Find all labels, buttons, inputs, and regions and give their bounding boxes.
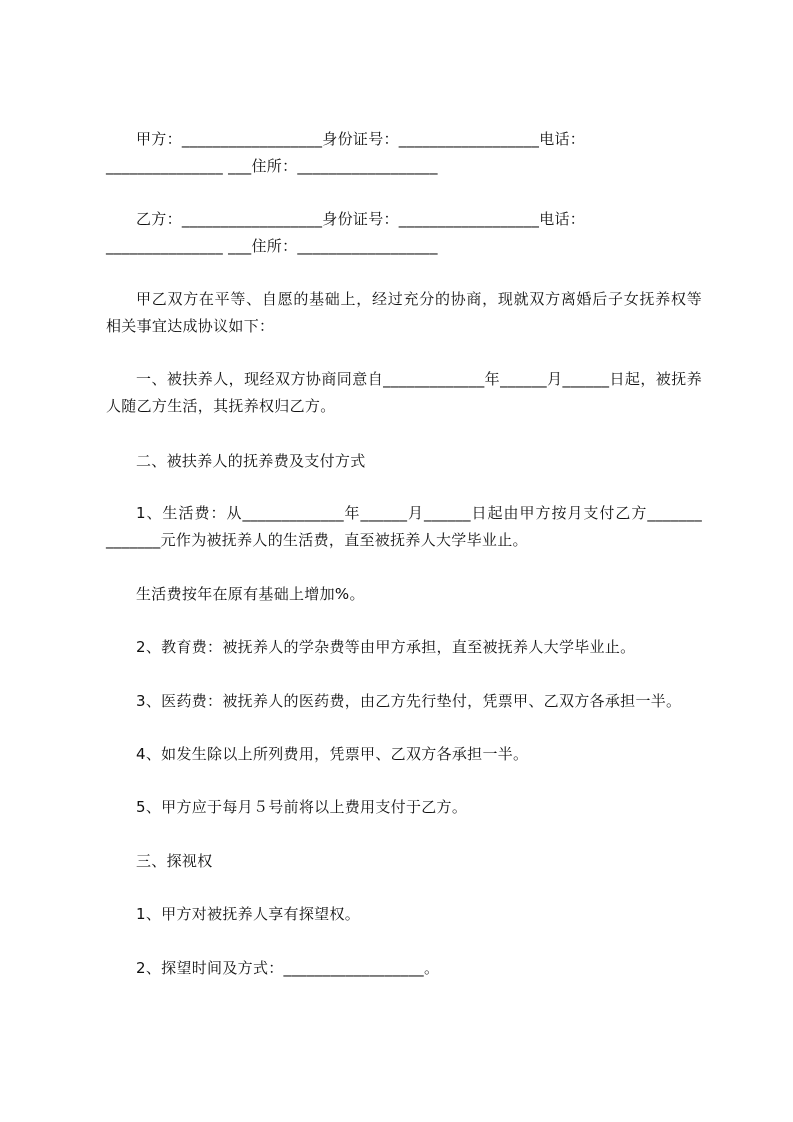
party-a-info: 甲方：__________________身份证号：__________________电话：_______________ ___住所：__________________ (106, 130, 586, 175)
item-living-expenses: 1、生活费：从_____________年______月______日起由甲方按月支付乙方_______ _______元作为被抚养人的生活费，直至被抚养人大学毕业止。 (106, 504, 702, 549)
visitation-time-method: 2、探望时间及方式：__________________。 (136, 959, 440, 977)
agreement-intro: 甲乙双方在平等、自愿的基础上，经过充分的协商，现就双方离婚后子女抚养权等相关事宜达成协议如下： (106, 290, 702, 335)
item-other-expenses: 4、如发生除以上所列费用，凭票甲、乙双方各承担一半。 (136, 745, 529, 763)
clause-2-title: 二、被扶养人的抚养费及支付方式 (136, 452, 366, 470)
item-education-expenses: 2、教育费：被抚养人的学杂费等由甲方承担，直至被抚养人大学毕业止。 (136, 638, 636, 656)
clause-1-custody: 一、被扶养人，现经双方协商同意自_____________年______月______日起，被抚养人随乙方生活，其抚养权归乙方。 (106, 370, 702, 415)
item-payment-date: 5、甲方应于每月５号前将以上费用支付于乙方。 (136, 798, 468, 816)
living-expenses-increase: 生活费按年在原有基础上增加%。 (136, 585, 365, 603)
clause-3-title: 三、探视权 (136, 852, 213, 870)
visitation-right: 1、甲方对被抚养人享有探望权。 (136, 905, 361, 923)
party-b-info: 乙方：__________________身份证号：__________________电话：_______________ ___住所：__________________ (106, 210, 586, 255)
item-medical-expenses: 3、医药费：被抚养人的医药费，由乙方先行垫付，凭票甲、乙双方各承担一半。 (136, 692, 682, 710)
